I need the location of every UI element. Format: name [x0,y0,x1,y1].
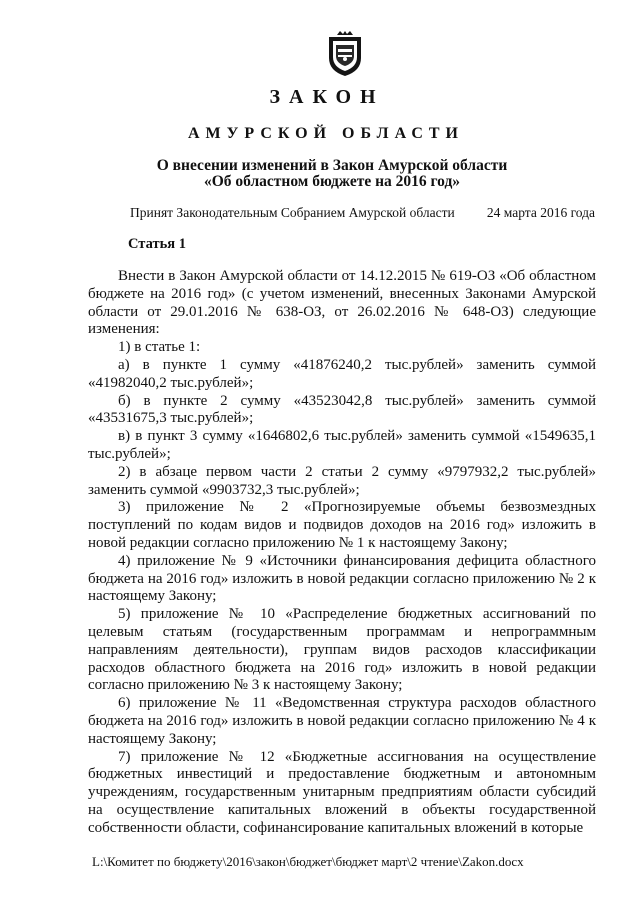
paragraph: 5) приложение № 10 «Распределение бюджетных ассигнований по целевым статьям (государственным программам и непрограммным направлениям деятельности), группам видов расходов классификации расходов областного бюджета на 2016 год» изложить в новой редакции согласно приложению № 3 к настоящему Закону; [88,606,596,694]
paragraph: 7) приложение № 12 «Бюджетные ассигнования на осуществление бюджетных инвестиций и предоставление бюджетным и автономным учреждениям, государственным унитарным предприятиям области субсидий на осуществление капитальных вложений в объекты государственной собственности области, софинансирование капитальных вложений в которые [88,748,596,836]
file-path-footer: L:\Комитет по бюджету\2016\закон\бюджет\бюджет март\2 чтение\Zakon.docx [92,854,524,869]
article-heading: Статья 1 [128,236,186,252]
paragraph: а) в пункте 1 сумму «41876240,2 тыс.рублей» заменить суммой «41982040,2 тыс.рублей»; [88,356,596,391]
paragraph: Внести в Закон Амурской области от 14.12.2015 № 619-ОЗ «Об областном бюджете на 2016 год» (с учетом изменений, внесенных Законами Амурской области от 29.01.2016 № 638-ОЗ, от 26.02.2016 № 648-ОЗ) следующие изменения: [88,268,596,338]
law-subtitle [0,158,640,190]
adoption-statement: Принят Законодательным Собранием Амурской области [130,205,455,220]
paragraph: 3) приложение № 2 «Прогнозируемые объемы безвозмездных поступлений по кодам видов и подвидов доходов на 2016 год» изложить в новой редакции согласно приложению № 1 к настоящему Закону; [88,499,596,551]
paragraph: б) в пункте 2 сумму «43523042,8 тыс.рублей» заменить суммой «43531675,3 тыс.рублей»; [88,392,596,427]
paragraph: 2) в абзаце первом части 2 статьи 2 сумму «9797932,2 тыс.рублей» заменить суммой «9903732,3 тыс.рублей»; [88,463,596,498]
paragraph: 1) в статье 1: [118,339,201,356]
coat-of-arms-icon [326,31,364,77]
region-title: АМУРСКОЙ ОБЛАСТИ [188,125,464,142]
adoption-date: 24 марта 2016 года [486,205,595,220]
law-title: ЗАКОН [269,86,385,108]
subtitle-line: О внесении изменений в Закон Амурской области [156,157,508,174]
paragraph: 6) приложение № 11 «Ведомственная структура расходов областного бюджета на 2016 год» изложить в новой редакции согласно приложению № 4 к настоящему Закону; [88,695,596,747]
article-body [88,268,596,838]
paragraph: 4) приложение № 9 «Источники финансирования дефицита областного бюджета на 2016 год» изложить в новой редакции согласно приложению № 2 к настоящему Закону; [88,552,596,605]
subtitle-line: «Об областном бюджете на 2016 год» [203,173,461,190]
paragraph: в) в пункт 3 сумму «1646802,6 тыс.рублей» заменить суммой «1549635,1 тыс.рублей»; [88,428,596,462]
